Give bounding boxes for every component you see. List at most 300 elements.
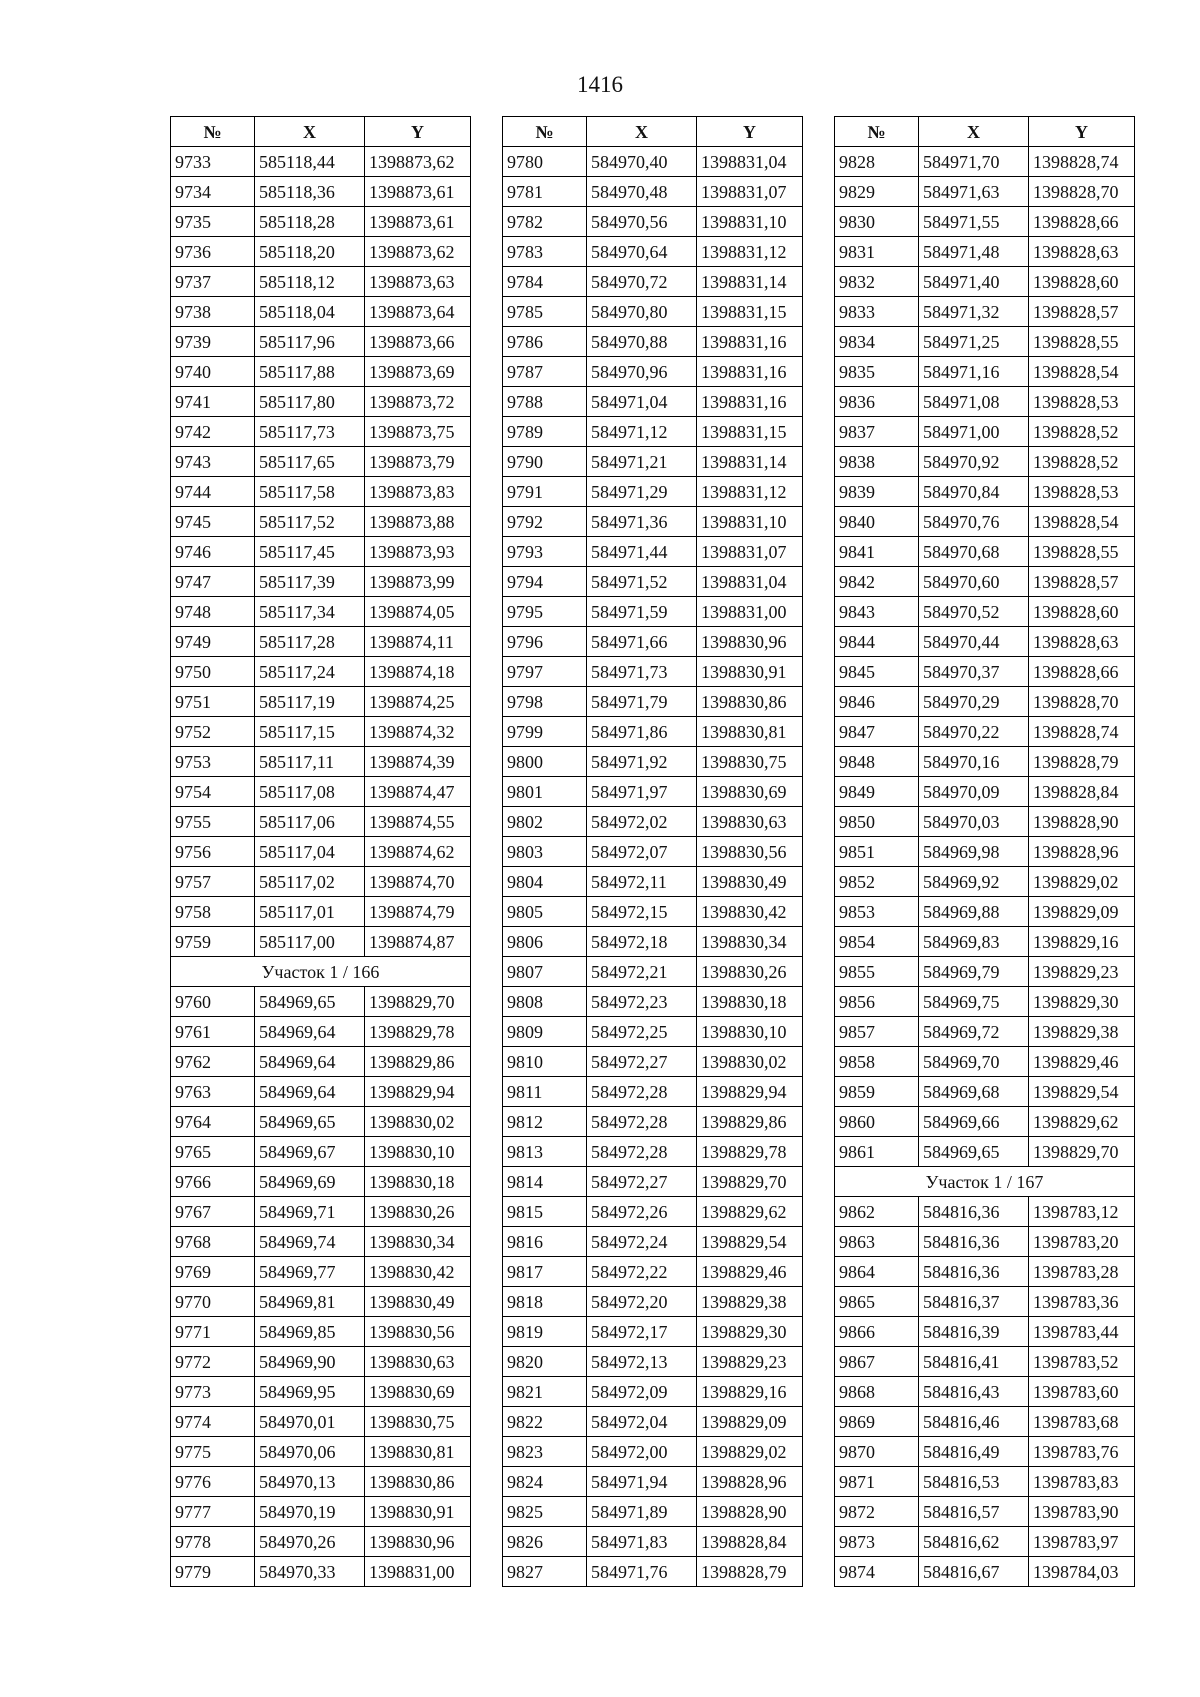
table-row <box>503 1467 803 1497</box>
y-coordinate: 1398828,53 <box>1029 387 1135 417</box>
x-coordinate: 584971,04 <box>587 387 697 417</box>
y-coordinate: 1398830,96 <box>697 627 803 657</box>
x-coordinate: 585117,58 <box>255 477 365 507</box>
table-row <box>835 1527 1135 1557</box>
y-coordinate: 1398828,74 <box>1029 147 1135 177</box>
y-coordinate: 1398829,30 <box>1029 987 1135 1017</box>
y-coordinate: 1398830,02 <box>365 1107 471 1137</box>
table-row <box>835 1467 1135 1497</box>
y-coordinate: 1398828,53 <box>1029 477 1135 507</box>
point-number: 9867 <box>835 1347 919 1377</box>
table-row <box>835 1287 1135 1317</box>
x-coordinate: 584970,88 <box>587 327 697 357</box>
point-number: 9785 <box>503 297 587 327</box>
y-coordinate: 1398828,84 <box>1029 777 1135 807</box>
x-coordinate: 584971,73 <box>587 657 697 687</box>
x-coordinate: 584970,76 <box>919 507 1029 537</box>
point-number: 9737 <box>171 267 255 297</box>
table-row <box>835 1197 1135 1227</box>
table-row <box>835 627 1135 657</box>
header-y: Y <box>365 117 471 147</box>
y-coordinate: 1398783,83 <box>1029 1467 1135 1497</box>
point-number: 9842 <box>835 567 919 597</box>
point-number: 9806 <box>503 927 587 957</box>
point-number: 9822 <box>503 1407 587 1437</box>
table-row <box>503 777 803 807</box>
x-coordinate: 585117,80 <box>255 387 365 417</box>
header-x: X <box>919 117 1029 147</box>
x-coordinate: 584972,17 <box>587 1317 697 1347</box>
table-header-row <box>171 117 471 147</box>
point-number: 9871 <box>835 1467 919 1497</box>
x-coordinate: 584969,64 <box>255 1047 365 1077</box>
table-row <box>171 357 471 387</box>
y-coordinate: 1398873,64 <box>365 297 471 327</box>
x-coordinate: 584972,07 <box>587 837 697 867</box>
point-number: 9739 <box>171 327 255 357</box>
y-coordinate: 1398873,62 <box>365 147 471 177</box>
y-coordinate: 1398873,66 <box>365 327 471 357</box>
y-coordinate: 1398828,55 <box>1029 327 1135 357</box>
point-number: 9767 <box>171 1197 255 1227</box>
y-coordinate: 1398873,75 <box>365 417 471 447</box>
x-coordinate: 584971,55 <box>919 207 1029 237</box>
y-coordinate: 1398873,62 <box>365 237 471 267</box>
y-coordinate: 1398830,56 <box>697 837 803 867</box>
y-coordinate: 1398829,02 <box>697 1437 803 1467</box>
y-coordinate: 1398831,12 <box>697 237 803 267</box>
table-row <box>835 327 1135 357</box>
x-coordinate: 584971,48 <box>919 237 1029 267</box>
table-body <box>171 147 471 1587</box>
point-number: 9787 <box>503 357 587 387</box>
point-number: 9847 <box>835 717 919 747</box>
point-number: 9755 <box>171 807 255 837</box>
table-row <box>503 327 803 357</box>
table-row <box>171 627 471 657</box>
table-row <box>503 1287 803 1317</box>
point-number: 9781 <box>503 177 587 207</box>
point-number: 9793 <box>503 537 587 567</box>
point-number: 9786 <box>503 327 587 357</box>
x-coordinate: 584972,27 <box>587 1167 697 1197</box>
point-number: 9749 <box>171 627 255 657</box>
y-coordinate: 1398831,14 <box>697 447 803 477</box>
point-number: 9736 <box>171 237 255 267</box>
table-row <box>503 357 803 387</box>
x-coordinate: 585117,73 <box>255 417 365 447</box>
table-row <box>835 1077 1135 1107</box>
table-row <box>503 387 803 417</box>
y-coordinate: 1398828,74 <box>1029 717 1135 747</box>
y-coordinate: 1398831,04 <box>697 147 803 177</box>
y-coordinate: 1398873,72 <box>365 387 471 417</box>
table-row <box>835 1227 1135 1257</box>
point-number: 9832 <box>835 267 919 297</box>
y-coordinate: 1398831,00 <box>697 597 803 627</box>
point-number: 9746 <box>171 537 255 567</box>
x-coordinate: 584970,22 <box>919 717 1029 747</box>
table-row <box>171 777 471 807</box>
point-number: 9828 <box>835 147 919 177</box>
header-number: № <box>835 117 919 147</box>
y-coordinate: 1398783,90 <box>1029 1497 1135 1527</box>
x-coordinate: 584816,62 <box>919 1527 1029 1557</box>
y-coordinate: 1398830,02 <box>697 1047 803 1077</box>
point-number: 9774 <box>171 1407 255 1437</box>
point-number: 9753 <box>171 747 255 777</box>
table-row <box>835 657 1135 687</box>
header-y: Y <box>697 117 803 147</box>
y-coordinate: 1398829,94 <box>697 1077 803 1107</box>
x-coordinate: 584969,98 <box>919 837 1029 867</box>
table-row <box>503 1047 803 1077</box>
x-coordinate: 584816,67 <box>919 1557 1029 1587</box>
point-number: 9797 <box>503 657 587 687</box>
table-row <box>171 657 471 687</box>
x-coordinate: 584970,29 <box>919 687 1029 717</box>
table-row <box>171 267 471 297</box>
y-coordinate: 1398873,99 <box>365 567 471 597</box>
point-number: 9778 <box>171 1527 255 1557</box>
y-coordinate: 1398828,63 <box>1029 237 1135 267</box>
point-number: 9835 <box>835 357 919 387</box>
y-coordinate: 1398829,54 <box>1029 1077 1135 1107</box>
y-coordinate: 1398828,63 <box>1029 627 1135 657</box>
y-coordinate: 1398874,47 <box>365 777 471 807</box>
point-number: 9762 <box>171 1047 255 1077</box>
point-number: 9839 <box>835 477 919 507</box>
point-number: 9748 <box>171 597 255 627</box>
x-coordinate: 584969,71 <box>255 1197 365 1227</box>
y-coordinate: 1398831,15 <box>697 417 803 447</box>
x-coordinate: 585117,00 <box>255 927 365 957</box>
point-number: 9789 <box>503 417 587 447</box>
y-coordinate: 1398828,84 <box>697 1527 803 1557</box>
x-coordinate: 585117,04 <box>255 837 365 867</box>
y-coordinate: 1398783,44 <box>1029 1317 1135 1347</box>
y-coordinate: 1398874,87 <box>365 927 471 957</box>
table-row <box>503 1557 803 1587</box>
table-body <box>835 147 1135 1587</box>
y-coordinate: 1398830,75 <box>697 747 803 777</box>
point-number: 9831 <box>835 237 919 267</box>
point-number: 9844 <box>835 627 919 657</box>
x-coordinate: 584971,25 <box>919 327 1029 357</box>
y-coordinate: 1398831,07 <box>697 177 803 207</box>
y-coordinate: 1398829,38 <box>1029 1017 1135 1047</box>
point-number: 9734 <box>171 177 255 207</box>
table-row <box>835 987 1135 1017</box>
table-row <box>171 1317 471 1347</box>
table-row <box>171 147 471 177</box>
y-coordinate: 1398783,60 <box>1029 1377 1135 1407</box>
x-coordinate: 584971,52 <box>587 567 697 597</box>
x-coordinate: 584970,37 <box>919 657 1029 687</box>
table-row <box>503 657 803 687</box>
table-row <box>835 507 1135 537</box>
x-coordinate: 585118,28 <box>255 207 365 237</box>
y-coordinate: 1398783,12 <box>1029 1197 1135 1227</box>
coordinates-table-2 <box>502 116 803 1587</box>
x-coordinate: 585117,08 <box>255 777 365 807</box>
header-y: Y <box>1029 117 1135 147</box>
table-row <box>171 177 471 207</box>
y-coordinate: 1398830,75 <box>365 1407 471 1437</box>
x-coordinate: 584971,70 <box>919 147 1029 177</box>
y-coordinate: 1398831,16 <box>697 327 803 357</box>
x-coordinate: 584971,44 <box>587 537 697 567</box>
x-coordinate: 584970,72 <box>587 267 697 297</box>
y-coordinate: 1398831,15 <box>697 297 803 327</box>
x-coordinate: 584971,36 <box>587 507 697 537</box>
table-row <box>503 1257 803 1287</box>
point-number: 9860 <box>835 1107 919 1137</box>
x-coordinate: 584970,26 <box>255 1527 365 1557</box>
table-row <box>835 867 1135 897</box>
point-number: 9841 <box>835 537 919 567</box>
point-number: 9743 <box>171 447 255 477</box>
point-number: 9756 <box>171 837 255 867</box>
table-row <box>835 147 1135 177</box>
table-row <box>503 147 803 177</box>
table-row <box>171 537 471 567</box>
y-coordinate: 1398829,02 <box>1029 867 1135 897</box>
y-coordinate: 1398829,62 <box>697 1197 803 1227</box>
y-coordinate: 1398830,69 <box>697 777 803 807</box>
x-coordinate: 584969,90 <box>255 1347 365 1377</box>
y-coordinate: 1398830,91 <box>365 1497 471 1527</box>
x-coordinate: 584969,66 <box>919 1107 1029 1137</box>
x-coordinate: 584816,53 <box>919 1467 1029 1497</box>
table-row <box>835 177 1135 207</box>
table-row <box>171 1557 471 1587</box>
point-number: 9856 <box>835 987 919 1017</box>
y-coordinate: 1398830,56 <box>365 1317 471 1347</box>
x-coordinate: 584969,81 <box>255 1287 365 1317</box>
table-row <box>835 1107 1135 1137</box>
y-coordinate: 1398828,60 <box>1029 597 1135 627</box>
table-row <box>835 1437 1135 1467</box>
table-row <box>171 1497 471 1527</box>
point-number: 9788 <box>503 387 587 417</box>
header-x: X <box>587 117 697 147</box>
point-number: 9824 <box>503 1467 587 1497</box>
x-coordinate: 584971,40 <box>919 267 1029 297</box>
x-coordinate: 585117,34 <box>255 597 365 627</box>
x-coordinate: 584969,64 <box>255 1017 365 1047</box>
y-coordinate: 1398828,57 <box>1029 297 1135 327</box>
point-number: 9794 <box>503 567 587 597</box>
y-coordinate: 1398830,91 <box>697 657 803 687</box>
x-coordinate: 584969,79 <box>919 957 1029 987</box>
x-coordinate: 584969,65 <box>919 1137 1029 1167</box>
table-row <box>503 1107 803 1137</box>
x-coordinate: 584970,16 <box>919 747 1029 777</box>
point-number: 9747 <box>171 567 255 597</box>
x-coordinate: 584969,70 <box>919 1047 1029 1077</box>
table-row <box>835 687 1135 717</box>
coordinates-table-3 <box>834 116 1135 1587</box>
point-number: 9764 <box>171 1107 255 1137</box>
point-number: 9826 <box>503 1527 587 1557</box>
table-row <box>503 1527 803 1557</box>
y-coordinate: 1398830,69 <box>365 1377 471 1407</box>
point-number: 9796 <box>503 627 587 657</box>
point-number: 9807 <box>503 957 587 987</box>
point-number: 9858 <box>835 1047 919 1077</box>
table-row <box>835 597 1135 627</box>
x-coordinate: 584972,28 <box>587 1137 697 1167</box>
x-coordinate: 584969,88 <box>919 897 1029 927</box>
point-number: 9763 <box>171 1077 255 1107</box>
point-number: 9740 <box>171 357 255 387</box>
y-coordinate: 1398829,30 <box>697 1317 803 1347</box>
y-coordinate: 1398828,54 <box>1029 357 1135 387</box>
x-coordinate: 584970,44 <box>919 627 1029 657</box>
y-coordinate: 1398829,23 <box>1029 957 1135 987</box>
point-number: 9801 <box>503 777 587 807</box>
y-coordinate: 1398873,69 <box>365 357 471 387</box>
table-row <box>171 1467 471 1497</box>
table-row <box>835 237 1135 267</box>
point-number: 9754 <box>171 777 255 807</box>
table-row <box>171 327 471 357</box>
x-coordinate: 584971,29 <box>587 477 697 507</box>
table-row <box>503 537 803 567</box>
table-row <box>171 717 471 747</box>
x-coordinate: 584971,21 <box>587 447 697 477</box>
table-row <box>835 777 1135 807</box>
coordinates-table-1 <box>170 116 471 1587</box>
table-row <box>171 1407 471 1437</box>
y-coordinate: 1398828,90 <box>1029 807 1135 837</box>
x-coordinate: 584971,97 <box>587 777 697 807</box>
point-number: 9852 <box>835 867 919 897</box>
y-coordinate: 1398783,97 <box>1029 1527 1135 1557</box>
y-coordinate: 1398830,26 <box>365 1197 471 1227</box>
table-row <box>171 1527 471 1557</box>
table-row <box>503 627 803 657</box>
table-header-row <box>503 117 803 147</box>
y-coordinate: 1398830,18 <box>365 1167 471 1197</box>
point-number: 9840 <box>835 507 919 537</box>
point-number: 9738 <box>171 297 255 327</box>
table-row <box>503 837 803 867</box>
point-number: 9819 <box>503 1317 587 1347</box>
x-coordinate: 584816,36 <box>919 1257 1029 1287</box>
point-number: 9784 <box>503 267 587 297</box>
point-number: 9859 <box>835 1077 919 1107</box>
table-row <box>503 507 803 537</box>
y-coordinate: 1398873,79 <box>365 447 471 477</box>
point-number: 9837 <box>835 417 919 447</box>
point-number: 9735 <box>171 207 255 237</box>
y-coordinate: 1398829,46 <box>697 1257 803 1287</box>
table-row <box>835 807 1135 837</box>
point-number: 9834 <box>835 327 919 357</box>
table-row <box>503 867 803 897</box>
y-coordinate: 1398830,34 <box>365 1227 471 1257</box>
x-coordinate: 584969,92 <box>919 867 1029 897</box>
table-row <box>171 867 471 897</box>
table-row <box>171 1437 471 1467</box>
table-row <box>171 1347 471 1377</box>
table-row <box>503 417 803 447</box>
y-coordinate: 1398828,60 <box>1029 267 1135 297</box>
point-number: 9809 <box>503 1017 587 1047</box>
y-coordinate: 1398829,16 <box>697 1377 803 1407</box>
y-coordinate: 1398829,09 <box>1029 897 1135 927</box>
x-coordinate: 584970,80 <box>587 297 697 327</box>
table-row <box>503 957 803 987</box>
point-number: 9821 <box>503 1377 587 1407</box>
point-number: 9814 <box>503 1167 587 1197</box>
point-number: 9804 <box>503 867 587 897</box>
point-number: 9741 <box>171 387 255 417</box>
x-coordinate: 584972,23 <box>587 987 697 1017</box>
point-number: 9751 <box>171 687 255 717</box>
section-label: Участок 1 / 167 <box>835 1167 1135 1197</box>
point-number: 9817 <box>503 1257 587 1287</box>
y-coordinate: 1398828,70 <box>1029 687 1135 717</box>
x-coordinate: 584972,00 <box>587 1437 697 1467</box>
x-coordinate: 584970,03 <box>919 807 1029 837</box>
x-coordinate: 584972,28 <box>587 1107 697 1137</box>
x-coordinate: 584969,95 <box>255 1377 365 1407</box>
x-coordinate: 584971,94 <box>587 1467 697 1497</box>
point-number: 9850 <box>835 807 919 837</box>
x-coordinate: 584969,85 <box>255 1317 365 1347</box>
point-number: 9869 <box>835 1407 919 1437</box>
x-coordinate: 585117,45 <box>255 537 365 567</box>
y-coordinate: 1398828,52 <box>1029 447 1135 477</box>
table-row <box>835 1317 1135 1347</box>
point-number: 9825 <box>503 1497 587 1527</box>
x-coordinate: 584972,09 <box>587 1377 697 1407</box>
point-number: 9744 <box>171 477 255 507</box>
point-number: 9752 <box>171 717 255 747</box>
point-number: 9843 <box>835 597 919 627</box>
y-coordinate: 1398828,96 <box>697 1467 803 1497</box>
x-coordinate: 584971,00 <box>919 417 1029 447</box>
table-body <box>503 147 803 1587</box>
y-coordinate: 1398829,54 <box>697 1227 803 1257</box>
point-number: 9745 <box>171 507 255 537</box>
x-coordinate: 584972,20 <box>587 1287 697 1317</box>
point-number: 9760 <box>171 987 255 1017</box>
table-row <box>171 897 471 927</box>
y-coordinate: 1398829,09 <box>697 1407 803 1437</box>
x-coordinate: 584972,21 <box>587 957 697 987</box>
x-coordinate: 584969,65 <box>255 1107 365 1137</box>
y-coordinate: 1398830,10 <box>697 1017 803 1047</box>
point-number: 9771 <box>171 1317 255 1347</box>
point-number: 9765 <box>171 1137 255 1167</box>
x-coordinate: 584969,83 <box>919 927 1029 957</box>
x-coordinate: 585117,88 <box>255 357 365 387</box>
y-coordinate: 1398829,23 <box>697 1347 803 1377</box>
x-coordinate: 584972,18 <box>587 927 697 957</box>
x-coordinate: 584969,64 <box>255 1077 365 1107</box>
point-number: 9799 <box>503 717 587 747</box>
table-row <box>171 987 471 1017</box>
x-coordinate: 584970,68 <box>919 537 1029 567</box>
x-coordinate: 584972,15 <box>587 897 697 927</box>
x-coordinate: 584970,92 <box>919 447 1029 477</box>
point-number: 9759 <box>171 927 255 957</box>
x-coordinate: 584972,02 <box>587 807 697 837</box>
